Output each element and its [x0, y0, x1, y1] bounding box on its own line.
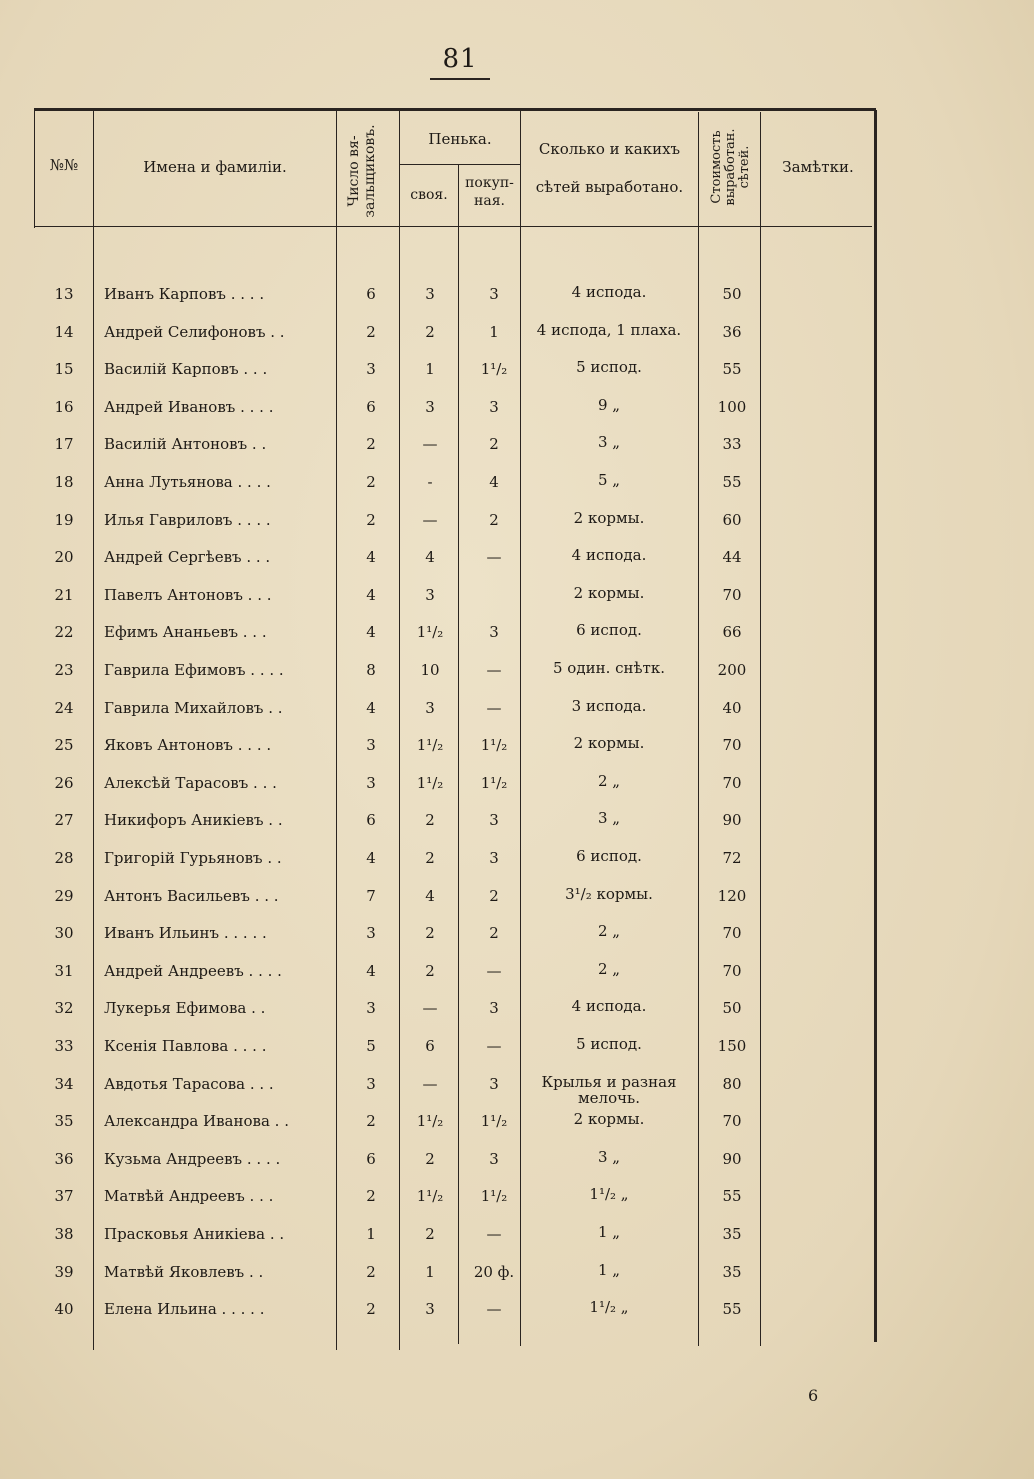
row-hemp-bought: 2	[489, 511, 499, 529]
row-hemp-own: —	[422, 999, 438, 1017]
row-hemp-own: 3	[425, 1300, 435, 1318]
row-hemp-own: 2	[425, 323, 435, 341]
table-row	[34, 1111, 774, 1148]
row-cost: 70	[722, 1112, 742, 1130]
row-weavers: 1	[366, 1225, 376, 1243]
table-row	[34, 961, 774, 998]
row-cost: 70	[722, 774, 742, 792]
row-weavers: 2	[366, 1187, 376, 1205]
row-weavers: 4	[366, 849, 376, 867]
table-row	[34, 998, 774, 1035]
row-hemp-own: —	[422, 1075, 438, 1093]
row-cost: 90	[722, 1150, 742, 1168]
row-nets: 9 „	[597, 396, 621, 414]
row-cost: 100	[717, 398, 747, 416]
row-nets: 1 „	[597, 1261, 621, 1279]
row-hemp-bought: 3	[489, 811, 499, 829]
row-name: Андрей Сергѣевъ . . .	[104, 548, 271, 566]
table-row	[34, 660, 774, 697]
row-number: 29	[54, 887, 74, 905]
row-hemp-bought: 3	[489, 398, 499, 416]
page-number-underline	[430, 78, 490, 80]
row-hemp-bought: 2	[489, 887, 499, 905]
row-weavers: 6	[366, 285, 376, 303]
header-name: Имена и фамиліи.	[143, 158, 287, 176]
row-hemp-own: 1¹/₂	[416, 1112, 444, 1130]
table-row	[34, 284, 774, 321]
row-number: 16	[54, 398, 74, 416]
table-row	[34, 1186, 774, 1223]
row-number: 25	[54, 736, 74, 754]
row-weavers: 4	[366, 548, 376, 566]
row-cost: 150	[717, 1037, 747, 1055]
row-cost: 70	[722, 962, 742, 980]
table-right-rule	[874, 110, 877, 1342]
row-nets: 2 кормы.	[573, 509, 645, 527]
row-hemp-own: 2	[425, 849, 435, 867]
table-top-rule	[34, 108, 876, 111]
row-name: Антонъ Васильевъ . . .	[104, 887, 279, 905]
row-name: Гаврила Михайловъ . .	[104, 699, 283, 717]
row-nets: 6 испод.	[576, 621, 642, 639]
row-hemp-bought: —	[486, 962, 502, 980]
row-cost: 35	[722, 1225, 742, 1243]
row-weavers: 6	[366, 1150, 376, 1168]
row-weavers: 4	[366, 586, 376, 604]
row-weavers: 2	[366, 435, 376, 453]
table-row	[34, 698, 774, 735]
row-name: Лукерья Ефимова . .	[104, 999, 266, 1017]
row-number: 40	[54, 1300, 74, 1318]
row-cost: 200	[717, 661, 747, 679]
table-row	[34, 1149, 774, 1186]
row-name: Григорій Гурьяновъ . .	[104, 849, 282, 867]
table-header-bottom-rule	[34, 226, 872, 227]
row-number: 17	[54, 435, 74, 453]
row-weavers: 3	[366, 774, 376, 792]
row-weavers: 2	[366, 473, 376, 491]
table-row	[34, 622, 774, 659]
row-name: Алексѣй Тарасовъ . . .	[104, 774, 277, 792]
row-number: 35	[54, 1112, 74, 1130]
row-nets: 2 кормы.	[573, 734, 645, 752]
row-hemp-bought: 20 ф.	[473, 1263, 515, 1281]
row-nets: 3¹/₂ кормы.	[565, 885, 653, 903]
row-name: Матвѣй Яковлевъ . .	[104, 1263, 264, 1281]
table-row	[34, 848, 774, 885]
row-cost: 72	[722, 849, 742, 867]
row-nets: 5 испод.	[576, 1035, 642, 1053]
row-hemp-bought: 1¹/₂	[480, 1112, 508, 1130]
page-number: 81	[442, 44, 478, 74]
row-hemp-bought: 1¹/₂	[480, 360, 508, 378]
row-name: Авдотья Тарасова . . .	[104, 1075, 274, 1093]
header-cost: Стоимость выработан. сѣтей.	[709, 128, 752, 206]
row-name: Никифоръ Аникіевъ . .	[104, 811, 283, 829]
row-name: Василій Антоновъ . .	[104, 435, 267, 453]
row-name: Илья Гавриловъ . . . .	[104, 511, 271, 529]
row-nets: 2 „	[597, 772, 621, 790]
row-hemp-own: 1¹/₂	[416, 1187, 444, 1205]
table-row	[34, 1262, 774, 1299]
row-hemp-own: 1	[425, 360, 435, 378]
row-weavers: 4	[366, 699, 376, 717]
row-nets: 2 „	[597, 922, 621, 940]
row-cost: 70	[722, 736, 742, 754]
row-hemp-own: 6	[425, 1037, 435, 1055]
row-cost: 80	[722, 1075, 742, 1093]
table-row	[34, 547, 774, 584]
row-cost: 120	[717, 887, 747, 905]
row-nets: 3 „	[597, 1148, 621, 1166]
row-hemp-own: 4	[425, 548, 435, 566]
row-nets: 3 „	[597, 809, 621, 827]
row-nets: 2 „	[597, 960, 621, 978]
row-weavers: 4	[366, 623, 376, 641]
row-cost: 33	[722, 435, 742, 453]
header-notes: Замѣтки.	[782, 158, 854, 176]
row-name: Иванъ Карповъ . . . .	[104, 285, 265, 303]
row-number: 39	[54, 1263, 74, 1281]
row-weavers: 6	[366, 398, 376, 416]
row-number: 21	[54, 586, 74, 604]
row-number: 19	[54, 511, 74, 529]
row-hemp-own: —	[422, 511, 438, 529]
table-row	[34, 1224, 774, 1261]
table-row	[34, 735, 774, 772]
row-cost: 55	[722, 473, 742, 491]
row-hemp-own: 2	[425, 924, 435, 942]
row-number: 26	[54, 774, 74, 792]
row-cost: 55	[722, 1187, 742, 1205]
row-hemp-own: -	[427, 473, 433, 491]
row-hemp-bought: 2	[489, 435, 499, 453]
table-row	[34, 585, 774, 622]
row-name: Елена Ильина . . . . .	[104, 1300, 265, 1318]
row-hemp-own: 1¹/₂	[416, 736, 444, 754]
row-weavers: 7	[366, 887, 376, 905]
row-cost: 70	[722, 924, 742, 942]
row-name: Анна Лутьянова . . . .	[104, 473, 271, 491]
row-name: Гаврила Ефимовъ . . . .	[104, 661, 284, 679]
row-number: 18	[54, 473, 74, 491]
row-number: 34	[54, 1075, 74, 1093]
row-number: 20	[54, 548, 74, 566]
row-number: 22	[54, 623, 74, 641]
row-name: Яковъ Антоновъ . . . .	[104, 736, 272, 754]
row-hemp-own: 3	[425, 699, 435, 717]
row-cost: 40	[722, 699, 742, 717]
row-cost: 90	[722, 811, 742, 829]
row-nets: 4 испода.	[571, 283, 647, 301]
row-nets: Крылья и разная мелочь.	[541, 1073, 677, 1107]
row-hemp-own: 3	[425, 586, 435, 604]
row-weavers: 8	[366, 661, 376, 679]
row-nets: 6 испод.	[576, 847, 642, 865]
row-hemp-bought: 3	[489, 623, 499, 641]
row-number: 24	[54, 699, 74, 717]
row-nets: 4 испода, 1 плаха.	[536, 321, 682, 339]
row-name: Андрей Селифоновъ . .	[104, 323, 285, 341]
row-number: 31	[54, 962, 74, 980]
row-cost: 35	[722, 1263, 742, 1281]
table-row	[34, 1299, 774, 1336]
row-hemp-own: 1¹/₂	[416, 774, 444, 792]
row-name: Кузьма Андреевъ . . . .	[104, 1150, 281, 1168]
row-number: 14	[54, 323, 74, 341]
row-number: 23	[54, 661, 74, 679]
table-left-rule	[34, 108, 35, 228]
row-name: Василій Карповъ . . .	[104, 360, 268, 378]
table-row	[34, 510, 774, 547]
table-row	[34, 1036, 774, 1073]
row-hemp-bought: —	[486, 1037, 502, 1055]
row-number: 37	[54, 1187, 74, 1205]
row-hemp-bought: 1¹/₂	[480, 774, 508, 792]
row-weavers: 3	[366, 736, 376, 754]
row-hemp-bought: 1¹/₂	[480, 1187, 508, 1205]
header-num: №№	[49, 156, 79, 174]
header-hemp-bought: покуп- ная.	[465, 175, 514, 209]
row-number: 15	[54, 360, 74, 378]
row-number: 32	[54, 999, 74, 1017]
row-hemp-bought: 3	[489, 999, 499, 1017]
table-row	[34, 1074, 774, 1111]
row-hemp-bought: —	[486, 548, 502, 566]
row-weavers: 2	[366, 1300, 376, 1318]
header-nets-top: Сколько и какихъ	[538, 140, 681, 158]
row-nets: 1 „	[597, 1223, 621, 1241]
row-cost: 55	[722, 360, 742, 378]
row-nets: 1¹/₂ „	[589, 1185, 629, 1203]
row-cost: 60	[722, 511, 742, 529]
table-row	[34, 886, 774, 923]
row-nets: 3 „	[597, 433, 621, 451]
header-weavers: Число вя- зальщиковъ.	[346, 124, 378, 218]
table-row	[34, 397, 774, 434]
row-cost: 70	[722, 586, 742, 604]
row-name: Иванъ Ильинъ . . . . .	[104, 924, 267, 942]
row-number: 33	[54, 1037, 74, 1055]
row-cost: 36	[722, 323, 742, 341]
row-hemp-own: 1¹/₂	[416, 623, 444, 641]
row-hemp-bought: —	[486, 1225, 502, 1243]
row-hemp-own: —	[422, 435, 438, 453]
row-nets: 1¹/₂ „	[589, 1298, 629, 1316]
row-number: 30	[54, 924, 74, 942]
row-nets: 5 „	[597, 471, 621, 489]
row-hemp-own: 10	[420, 661, 440, 679]
row-hemp-own: 1	[425, 1263, 435, 1281]
row-weavers: 6	[366, 811, 376, 829]
row-hemp-own: 2	[425, 962, 435, 980]
row-number: 27	[54, 811, 74, 829]
row-name: Андрей Ивановъ . . . .	[104, 398, 274, 416]
row-cost: 50	[722, 285, 742, 303]
table-row	[34, 923, 774, 960]
table-row	[34, 359, 774, 396]
header-hemp-own: своя.	[410, 187, 448, 203]
row-hemp-bought: —	[486, 661, 502, 679]
row-weavers: 2	[366, 511, 376, 529]
row-cost: 55	[722, 1300, 742, 1318]
row-name: Матвѣй Андреевъ . . .	[104, 1187, 274, 1205]
row-hemp-bought: 2	[489, 924, 499, 942]
row-name: Андрей Андреевъ . . . .	[104, 962, 282, 980]
row-hemp-own: 2	[425, 1225, 435, 1243]
row-name: Павелъ Антоновъ . . .	[104, 586, 272, 604]
row-nets: 5 один. снѣтк.	[553, 659, 665, 677]
row-nets: 4 испода.	[571, 546, 647, 564]
row-name: Прасковья Аникіева . .	[104, 1225, 285, 1243]
row-hemp-bought: —	[486, 699, 502, 717]
row-nets: 5 испод.	[576, 358, 642, 376]
row-name: Ефимъ Ананьевъ . . .	[104, 623, 267, 641]
row-hemp-own: 3	[425, 285, 435, 303]
row-hemp-bought: 3	[489, 1150, 499, 1168]
row-number: 13	[54, 285, 74, 303]
row-hemp-bought: 4	[489, 473, 499, 491]
table-row	[34, 773, 774, 810]
row-hemp-own: 2	[425, 811, 435, 829]
row-number: 38	[54, 1225, 74, 1243]
table-row	[34, 434, 774, 471]
row-cost: 44	[722, 548, 742, 566]
row-hemp-bought: 3	[489, 1075, 499, 1093]
row-name: Александра Иванова . .	[104, 1112, 289, 1130]
row-cost: 66	[722, 623, 742, 641]
row-hemp-bought: 3	[489, 285, 499, 303]
table-row	[34, 472, 774, 509]
row-weavers: 2	[366, 1112, 376, 1130]
row-weavers: 2	[366, 323, 376, 341]
row-weavers: 3	[366, 924, 376, 942]
row-weavers: 3	[366, 999, 376, 1017]
table-row	[34, 322, 774, 359]
row-hemp-bought: —	[486, 1300, 502, 1318]
row-nets: 2 кормы.	[573, 584, 645, 602]
row-hemp-bought: 1	[489, 323, 499, 341]
signature-mark: 6	[808, 1386, 819, 1405]
table-row	[34, 810, 774, 847]
header-nets-bottom: сѣтей выработано.	[535, 178, 684, 196]
header-hemp: Пенька.	[428, 130, 492, 148]
row-hemp-own: 4	[425, 887, 435, 905]
row-hemp-bought: 3	[489, 849, 499, 867]
row-weavers: 5	[366, 1037, 376, 1055]
row-name: Ксенія Павлова . . . .	[104, 1037, 267, 1055]
row-hemp-own: 2	[425, 1150, 435, 1168]
row-weavers: 2	[366, 1263, 376, 1281]
row-weavers: 3	[366, 360, 376, 378]
row-nets: 4 испода.	[571, 997, 647, 1015]
row-hemp-bought: 1¹/₂	[480, 736, 508, 754]
row-nets: 2 кормы.	[573, 1110, 645, 1128]
row-number: 28	[54, 849, 74, 867]
row-weavers: 4	[366, 962, 376, 980]
row-number: 36	[54, 1150, 74, 1168]
row-hemp-own: 3	[425, 398, 435, 416]
row-weavers: 3	[366, 1075, 376, 1093]
row-cost: 50	[722, 999, 742, 1017]
hemp-subheader-rule	[399, 164, 520, 165]
row-nets: 3 испода.	[571, 697, 647, 715]
